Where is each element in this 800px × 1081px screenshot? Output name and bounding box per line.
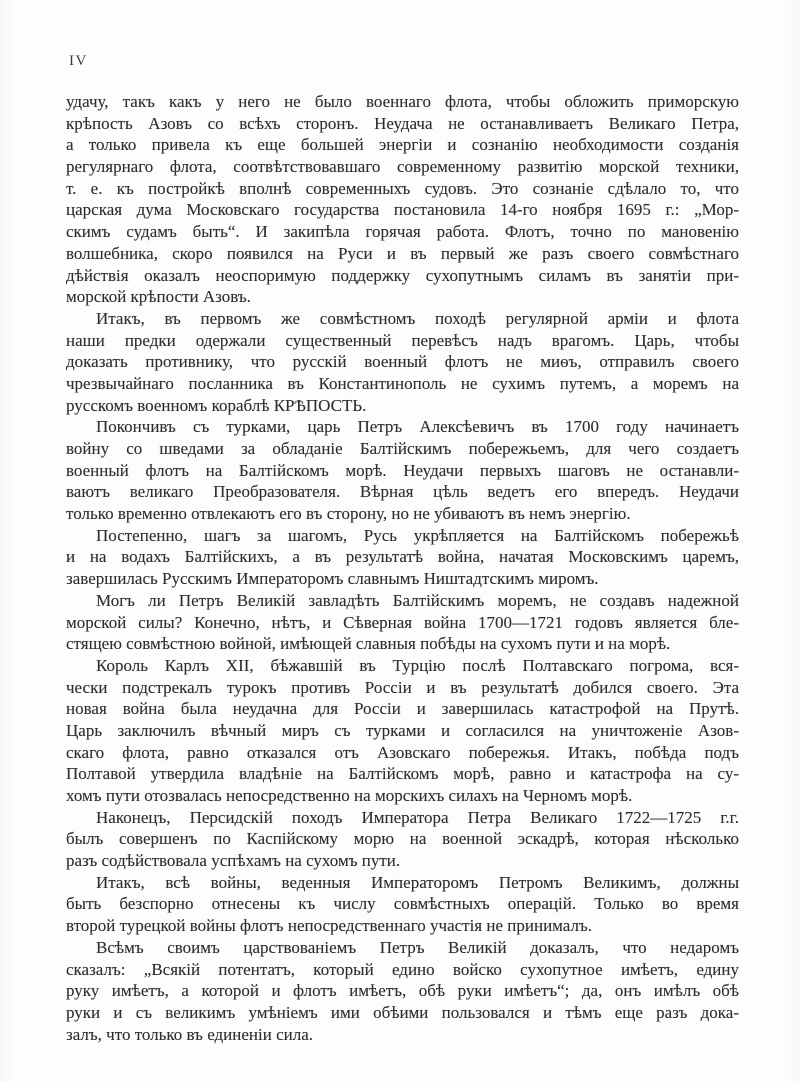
paragraph bbox=[66, 91, 739, 308]
text-line: разъ содѣйствовала успѣхамъ на сухомъ пути. bbox=[66, 851, 401, 871]
text-block bbox=[66, 91, 739, 1045]
text-line: второй турецкой войны флотъ непосредственнаго участія не принималъ. bbox=[66, 916, 593, 936]
text-line: хомъ пути отозвалась непосредственно на морскихъ силахъ на Черномъ морѣ. bbox=[66, 786, 633, 805]
text-line: чески подстрекалъ турокъ противъ Россіи и въ результатѣ добился своего. Эта bbox=[66, 677, 739, 697]
text-line: регулярнаго флота, соотвѣтствовавшаго современному развитію морской техники, bbox=[66, 157, 739, 177]
text-line: войну со шведами за обладаніе Балтійскимъ побережьемъ, для чего создаетъ bbox=[66, 439, 739, 458]
text-line: т. е. къ постройкѣ вполнѣ современныхъ судовъ. Это сознаніе сдѣлало то, что bbox=[66, 178, 739, 198]
text-line: Итакъ, въ первомъ же совмѣстномъ походѣ регулярной арміи и флота bbox=[96, 308, 739, 328]
text-line: морской крѣпости Азовъ. bbox=[66, 287, 251, 307]
paragraph bbox=[66, 655, 739, 807]
text-line: залъ, что только въ единеніи сила. bbox=[66, 1024, 313, 1044]
text-line: доказать противнику, что русскій военный флотъ не миѳъ, отправилъ своего bbox=[66, 352, 739, 372]
text-line: военный флотъ на Балтійскомъ морѣ. Неудачи первыхъ шаговъ не останавли- bbox=[66, 460, 739, 480]
text-line: Постепенно, шагъ за шагомъ, Русь укрѣпляется на Балтійскомъ побережьѣ bbox=[96, 525, 739, 545]
text-line: Итакъ, всѣ войны, веденныя Императоромъ Петромъ Великимъ, должны bbox=[96, 872, 739, 892]
paragraph bbox=[66, 590, 739, 655]
text-line: только временно отвлекаютъ его въ сторону, но не убиваютъ въ немъ энергію. bbox=[66, 504, 631, 524]
text-line: руки и съ великимъ умѣніемъ ими обѣими пользовался и тѣмъ еще разъ дока- bbox=[66, 1002, 739, 1022]
text-line: стящею совмѣстною войной, имѣющей славныя побѣды на сухомъ пути и на морѣ. bbox=[66, 634, 671, 654]
paragraph bbox=[66, 308, 739, 416]
text-line: чрезвычайнаго посланника въ Константинополь не сухимъ путемъ, а моремъ на bbox=[66, 373, 739, 393]
text-line: русскомъ военномъ кораблѣ КРѢПОСТЬ. bbox=[66, 395, 367, 415]
text-line: завершилась Русскимъ Императоромъ славнымъ Ништадтскимъ миромъ. bbox=[66, 569, 599, 589]
text-line: быть безспорно отнесены къ числу совмѣстныхъ операцій. Только во время bbox=[66, 894, 739, 914]
text-line: Полтавой утвердила владѣніе на Балтійскомъ морѣ, равно и катастрофа на су- bbox=[66, 764, 739, 784]
text-line: ваютъ великаго Преобразователя. Вѣрная цѣль ведетъ его впередъ. Неудачи bbox=[66, 482, 739, 502]
text-line: Король Карлъ XII, бѣжавшій въ Турцію послѣ Полтавскаго погрома, вся- bbox=[96, 655, 739, 675]
paragraph bbox=[66, 872, 739, 937]
text-line: Царь заключилъ вѣчный миръ съ турками и согласился на уничтоженіе Азов- bbox=[66, 720, 739, 740]
text-line: Наконецъ, Персидскій походъ Императора Петра Великаго 1722—1725 г.г. bbox=[96, 807, 739, 827]
text-line: руку имѣетъ, а которой и флотъ имѣетъ, обѣ руки имѣетъ“; да, онъ имѣлъ обѣ bbox=[66, 981, 739, 1001]
paragraph bbox=[66, 416, 739, 524]
text-line: скимъ судамъ быть“. И закипѣла горячая работа. Флотъ, точно по мановенію bbox=[66, 222, 739, 242]
paragraph bbox=[66, 807, 739, 872]
text-line: крѣпость Азовъ со всѣхъ сторонъ. Неудача не останавливаетъ Великаго Петра, bbox=[66, 113, 739, 133]
text-line: удачу, такъ какъ у него не было военнаго флота, чтобы обложить приморскую bbox=[66, 92, 739, 111]
text-line: новая война была неудачна для Россіи и завершилась катастрофой на Прутѣ. bbox=[66, 699, 739, 719]
page-number: IV bbox=[69, 53, 88, 69]
text-line: сказалъ: „Всякій потентатъ, который едино войско сухопутное имѣетъ, едину bbox=[66, 959, 739, 979]
paragraph bbox=[66, 937, 739, 1045]
text-line: Всѣмъ своимъ царствованіемъ Петръ Великій доказалъ, что недаромъ bbox=[96, 937, 739, 957]
text-line: былъ совершенъ по Каспійскому морю на военной эскадрѣ, которая нѣсколько bbox=[66, 829, 739, 849]
text-line: наши предки одержали существенный перевѣсъ надъ врагомъ. Царь, чтобы bbox=[66, 330, 739, 350]
text-line: морской силы? Конечно, нѣтъ, и Сѣверная война 1700—1721 годовъ является бле- bbox=[66, 612, 739, 632]
text-line: дѣйствія оказалъ неоспоримую поддержку сухопутнымъ силамъ въ занятіи при- bbox=[66, 265, 739, 285]
text-line: Покончивъ съ турками, царь Петръ Алексѣевичъ въ 1700 году начинаетъ bbox=[96, 417, 739, 437]
text-line: и на водахъ Балтійскихъ, а въ результатѣ война, начатая Московскимъ царемъ, bbox=[66, 547, 739, 567]
text-line: волшебника, скоро появился на Руси и въ первый же разъ своего совмѣстнаго bbox=[66, 243, 739, 263]
text-line: Могъ ли Петръ Великій завладѣть Балтійскимъ моремъ, не создавъ надежной bbox=[96, 590, 739, 610]
text-line: скаго флота, равно отказался отъ Азовскаго побережья. Итакъ, побѣда подъ bbox=[66, 742, 739, 762]
text-line: царская дума Московскаго государства постановила 14-го ноября 1695 г.: „Мор- bbox=[66, 200, 739, 220]
paragraph bbox=[66, 525, 739, 590]
text-line: а только привела къ еще большей энергіи и сознанію необходимости созданія bbox=[66, 135, 739, 155]
